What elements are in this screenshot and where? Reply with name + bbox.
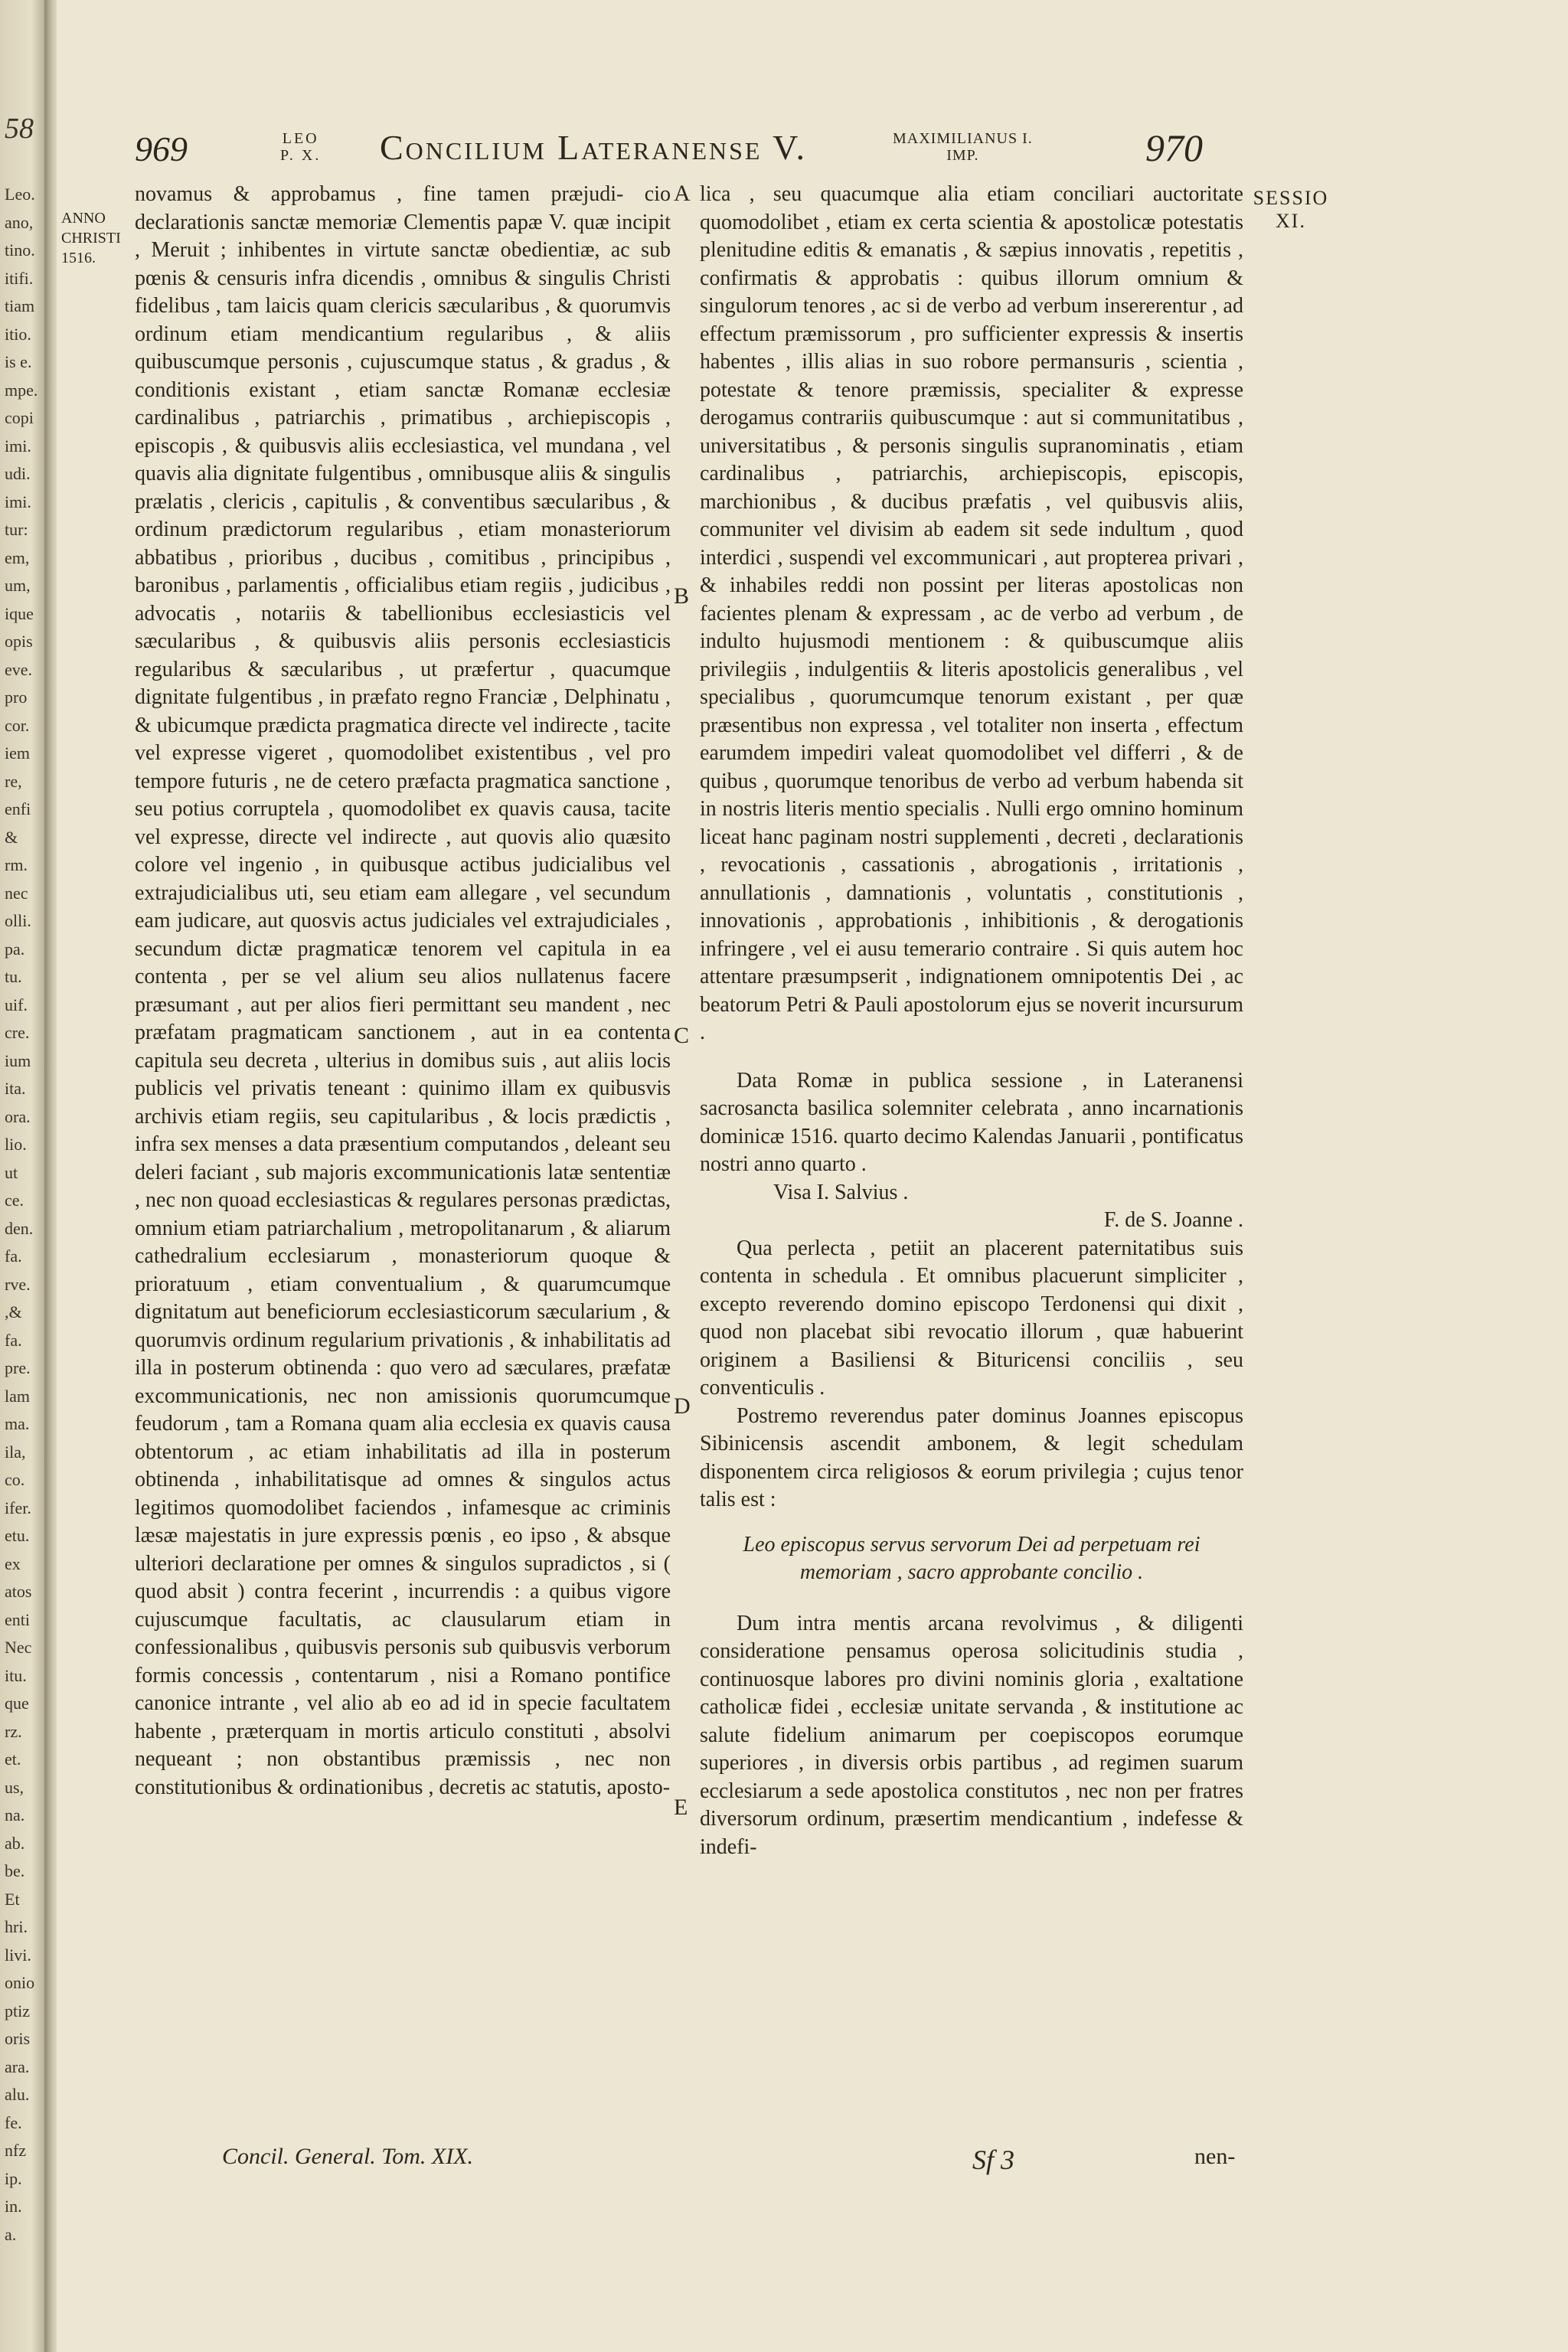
facing-page-fragment: fe. bbox=[5, 2112, 22, 2132]
facing-page-fragment: ita. bbox=[5, 1079, 26, 1098]
facing-page-fragment: tu. bbox=[5, 967, 22, 986]
facing-page-fragment: tiam bbox=[5, 296, 35, 315]
facing-page-fragment: hri. bbox=[5, 1917, 28, 1936]
facing-page-fragment: ano, bbox=[5, 212, 34, 232]
facing-page-fragment: iem bbox=[5, 743, 30, 763]
facing-page-fragment: fa. bbox=[5, 1246, 22, 1266]
pope-name-line1: LEO bbox=[282, 130, 319, 147]
pope-name-line2: P. X. bbox=[280, 147, 322, 164]
emperor-name-line1: MAXIMILIANUS I. bbox=[893, 130, 1033, 147]
right-para-bull: Dum intra mentis arcana revolvimus , & diligenti consideratione pensamus operosa solicitudinis studia , continuosque labores pro divini nominis gloria , exaltatione catholicæ fidei , ecclesiæ unitate servanda , & institutione ac salute fidelium animarum per coepiscopos eorumque superiores , in diversis orbis partibus , ad regimen suarum ecclesiarum a sede apostolica constitutos , nec non per fratres diversorum ordinum, præsertim mendicantium , indefesse & indefi- bbox=[700, 1611, 1243, 1859]
facing-page-fragment: a. bbox=[5, 2224, 17, 2244]
facing-page-fragment: um, bbox=[5, 576, 31, 595]
facing-page-fragment: fa. bbox=[5, 1330, 22, 1350]
footer-volume: Concil. General. Tom. XIX. bbox=[222, 2144, 474, 2169]
facing-page-fragment: & bbox=[5, 827, 18, 847]
facing-page-fragment: tur: bbox=[5, 520, 28, 539]
facing-page-fragment: ique bbox=[5, 603, 34, 623]
facing-page-fragment: et. bbox=[5, 1749, 21, 1769]
signature-mark: Sf 3 bbox=[972, 2145, 1015, 2175]
facing-page-fragment: cor. bbox=[5, 715, 30, 735]
left-column-text: novamus & approbamus , fine tamen præjudi- cio declarationis sanctæ memoriæ Clementis papæ V. quæ incipit , Meruit ; inhibentes in virtute sanctæ obedientiæ, ac sub pœnis & censuris infra dicendis , omnibus & singulis Christi fidelibus , tam laicis quam clericis sæcularibus , & quorumvis ordinum etiam mendicantium regularibus , & aliis quibuscumque personis , cujuscumque status , & gradus , & conditionis existant , etiam sanctæ Romanæ ecclesiæ cardinalibus , patriarchis , primatibus , archiepiscopis , episcopis , & quibusvis aliis ecclesiastica, vel mundana , vel quavis alia dignitate fulgentibus , omnibusque aliis & singulis prælatis , clericis , capitulis , & conventibus sæcularibus , & ordinum prædictorum regularibus , etiam monasteriorum abbatibus , prioribus , ducibus , comitibus , principibus , baronibus , parlamentis , officialibus etiam regiis , judicibus , advocatis , notariis & tabellionibus ecclesiasticis vel sæcularibus , & quibusvis aliis personis ecclesiasticis regularibus & sæcularibus , ut præfertur , quacumque dignitate fulgentibus , in præfato regno Franciæ , Delphinatu , & ubicumque prædicta pragmatica directe vel indirecte , tacite vel expresse vigeret , quomodolibet existentibus , vel pro tempore futuris , ne de cetero præfacta pragmatica sanctione , seu potius corruptela , quomodolibet ex quavis causa, tacite vel expresse, directe vel indirecte , aut quovis alio quæsito colore vel ingenio , in quibusque actibus judicialibus vel extrajudicialibus uti, seu etiam eam allegare , vel secundum eam judicare, aut quosvis actus judiciales vel extrajudiciales , secundum dictæ pragmaticæ tenorem vel capitula in ea contenta , per se vel alium seu alios nullatenus facere præsumant , aut per alios fieri permittant seu mandent , nec præfatam pragmaticam sanctionem , aut in ea contenta capitula seu decreta , ulterius in domibus suis , aut aliis locis publicis vel privatis teneant : quinimo illam ex quibusvis archivis etiam regiis, seu capitularibus , & locis prædictis , infra sex menses a data præsentium computandos , deleant seu deleri faciant , sub majoris excommunicationis latæ sententiæ , nec non quoad ecclesiasticas & regulares personas prædictas, omnium etiam patriarchalium , metropolitanarum , & aliarum cathedralium ecclesiarum , monasteriorum quoque & prioratuum , etiam conventualium , & quarumcumque dignitatum aut beneficiorum ecclesiasticorum sæcularium , & quorumvis ordinum regularium privationis , & inhabilitatis ad illa in posterum obtinenda : quo vero ad sæculares, præfatæ excommunicationis, nec non amissionis quorumcumque feudorum , tam a Romana quam alia ecclesia ex quavis causa obtentorum , ac etiam inhabilitatis ad illa in posterum obtinenda , inhabilitatisque ad omnes & singulos actus legitimos quomodolibet faciendos , infamesque ac criminis læsæ majestatis in jure expressis pœnis , eo ipso , & absque ulteriori declaratione per omnes & singulos supradictos , si ( quod absit ) contra fecerint , incurrendis : a quibus vigore cujuscumque facultatis, ac clausularum etiam in confessionalibus , quibusvis personis sub quibusvis verborum formis concessis , contentarum , nisi a Romano pontifice canonice intrante , vel alio ab eo ad id in specie facultatem habente , præterquam in mortis articulo constituti , absolvi nequeant ; non obstantibus præmissis , nec non constitutionibus & ordinationibus , decretis ac statutis, aposto- bbox=[135, 182, 671, 1799]
right-para-reading: Qua perlecta , petiit an placerent paternitatibus suis contenta in schedula . Et omnibus placuerunt simpliciter , excepto reverendo domino episcopo Terdonensi qui dixit , quod non placebat sibi revocatio illorum , quæ habuerint originem a Basiliensi & Bituricensi conciliis , seu conventiculis . bbox=[700, 1236, 1243, 1400]
session-note-line2: XI. bbox=[1276, 210, 1306, 232]
facing-page-fragment: olli. bbox=[5, 911, 31, 930]
year-note-line2: CHRISTI bbox=[61, 230, 121, 247]
section-marker-a: A bbox=[674, 181, 691, 206]
section-marker-e: E bbox=[674, 1795, 688, 1820]
section-marker-c: C bbox=[674, 1023, 690, 1048]
facing-page-fragment: ex bbox=[5, 1553, 21, 1573]
facing-page-fragment: lam bbox=[5, 1386, 30, 1406]
right-para-continuation: lica , seu quacumque alia etiam conciliari auctoritate quomodolibet , etiam ex certa scientia & apostolicæ potestatis plenitudine editis & emanatis , & sæpius innovatis , repetitis , confirmatis & approbatis : quibus illorum omnium & singulorum tenores , ac si de verbo ad verbum insererentur , ad effectum præmissorum , pro sufficienter expressis & insertis habentes , illis alias in suo robore permansuris , scientia , potestate & tenore præmissis, specialiter & expresse derogamus contrariis quibuscumque : aut si communitatibus , universitatibus , & personis singulis supranominatis , etiam cardinalibus , patriarchis, archiepiscopis, episcopis, marchionibus , & ducibus præfatis , vel quibusvis aliis, communiter vel divisim ab eadem sit sede indultum , quod interdici , suspendi vel excommunicari , aut propterea privari , & inhabiles reddi non possint per literas apostolicas non facientes plenam & expressam , ac de verbo ad verbum , de indulto hujusmodi mentionem : & quibuscumque aliis privilegiis , indulgentiis & literis apostolicis generalibus , vel specialibus , quorumcumque tenorum existant , per quæ præsentibus non expressa , vel totaliter non inserta , effectum earumdem impediri valeat quomodolibet vel differri , & de quibus , quorumque tenoribus de verbo ad verbum habenda sit in nostris literis mentio specialis . Nulli ergo omnino hominum liceat hanc paginam nostri supplementi , decreti , declarationis , revocationis , cassationis , abrogationis , irritationis , annullationis , damnationis , voluntatis , constitutionis , innovationis , approbationis , inhibitionis , & derogationis infringere , vel ei ausu temerario contraire . Si quis autem hoc attentare præsumpserit , indignationem omnipotentis Dei , ac beatorum Petri & Pauli apostolorum ejus se noverit incursurum . bbox=[700, 182, 1243, 1044]
left-column bbox=[135, 181, 671, 1802]
facing-page-fragment: atos bbox=[5, 1582, 32, 1601]
facing-page-fragment: pa. bbox=[5, 939, 25, 959]
facing-page-fragment: itu. bbox=[5, 1665, 27, 1685]
facing-page-fragment: alu. bbox=[5, 2085, 30, 2104]
emperor-name bbox=[893, 130, 1033, 164]
facing-page-fragment: Leo. bbox=[5, 185, 35, 204]
running-header bbox=[74, 122, 1203, 176]
visa-line: Visa I. Salvius . bbox=[773, 1180, 909, 1204]
facing-page-fragment: enti bbox=[5, 1609, 30, 1629]
facing-page-fragment: itio. bbox=[5, 324, 31, 344]
facing-page-fragment: itifi. bbox=[5, 268, 34, 288]
facing-page-fragment: ora. bbox=[5, 1106, 31, 1126]
facing-page-fragment: ma. bbox=[5, 1414, 30, 1433]
bull-heading: Leo episcopus servus servorum Dei ad perpetuam rei memoriam , sacro approbante concilio . bbox=[743, 1532, 1200, 1584]
pope-name bbox=[280, 130, 321, 164]
facing-page-fragment: Nec bbox=[5, 1638, 32, 1657]
page-title: Concilium Lateranense V. bbox=[380, 128, 807, 167]
right-para-dating: Data Romæ in publica sessione , in Lateranensi sacrosancta basilica solemniter celebrata , anno incarnationis dominicæ 1516. quarto decimo Kalendas Januarii , pontificatus nostri anno quarto . bbox=[700, 1068, 1243, 1176]
facing-page-fragment: ip. bbox=[5, 2168, 22, 2188]
facing-page-fragment: ara. bbox=[5, 2056, 30, 2076]
facing-page-fragment: ab. bbox=[5, 1833, 25, 1853]
facing-page-fragment: copi bbox=[5, 408, 34, 427]
facing-page-fragment: etu. bbox=[5, 1526, 30, 1545]
page-number-right: 970 bbox=[1145, 126, 1203, 169]
facing-page-fragment: enfi bbox=[5, 799, 31, 818]
facing-page-fragment: na. bbox=[5, 1805, 25, 1824]
facing-page-fragment: be. bbox=[5, 1861, 25, 1880]
facing-page-fragment: pre. bbox=[5, 1358, 31, 1377]
facing-page-fragment: ium bbox=[5, 1050, 31, 1070]
right-column bbox=[700, 181, 1243, 1861]
facing-page-fragment: ptiz bbox=[5, 2001, 30, 2020]
catchword: nen- bbox=[1194, 2144, 1236, 2169]
section-marker-b: B bbox=[674, 583, 690, 609]
facing-page-fragment: ,& bbox=[5, 1302, 22, 1321]
facing-page-fragment: cre. bbox=[5, 1023, 30, 1042]
facing-page-edge bbox=[0, 0, 44, 2352]
facing-page-fragment: onio bbox=[5, 1973, 35, 1992]
facing-page-fragment: eve. bbox=[5, 659, 33, 679]
facing-page-fragment: rz. bbox=[5, 1721, 22, 1741]
facing-page-fragment: co. bbox=[5, 1470, 25, 1489]
facing-page-fragment: que bbox=[5, 1694, 29, 1713]
right-para-ambonem: Postremo reverendus pater dominus Joannes episcopus Sibinicensis ascendit ambonem, & legit schedulam disponentem circa religiosos & eorum privilegia ; cujus tenor talis est : bbox=[700, 1403, 1243, 1511]
year-note-line3: 1516. bbox=[61, 250, 96, 266]
facing-page-fragment: re, bbox=[5, 771, 22, 791]
facing-page-fragment: uif. bbox=[5, 995, 28, 1014]
facing-page-fragment: rve. bbox=[5, 1274, 31, 1294]
facing-page-fragment: imi. bbox=[5, 436, 31, 456]
facing-page-fragment: imi. bbox=[5, 492, 31, 511]
session-margin-note bbox=[1253, 187, 1329, 233]
facing-page-fragment: lio. bbox=[5, 1135, 27, 1154]
year-margin-note bbox=[61, 208, 121, 268]
facing-page-fragment: udi. bbox=[5, 464, 31, 483]
signature-line: F. de S. Joanne . bbox=[1103, 1208, 1243, 1232]
facing-page-fragment: ila, bbox=[5, 1442, 26, 1462]
book-spine bbox=[44, 0, 57, 2352]
facing-page-fragment: mpe. bbox=[5, 380, 38, 400]
facing-page-fragment: tino. bbox=[5, 240, 35, 260]
facing-page-fragment: us, bbox=[5, 1777, 24, 1797]
facing-page-fragment: nfz bbox=[5, 2141, 27, 2160]
facing-page-fragment: ce. bbox=[5, 1191, 24, 1210]
facing-page-fragment: nec bbox=[5, 883, 28, 903]
emperor-name-line2: IMP. bbox=[946, 147, 979, 164]
facing-page-fragment: 58 bbox=[5, 113, 34, 145]
page-number-left: 969 bbox=[135, 129, 188, 168]
facing-page-fragment: in. bbox=[5, 2197, 22, 2216]
facing-page-fragment: livi. bbox=[5, 1945, 31, 1965]
section-marker-d: D bbox=[674, 1393, 691, 1419]
facing-page-fragment: em, bbox=[5, 547, 30, 567]
facing-page-fragment: Et bbox=[5, 1889, 20, 1909]
facing-page-fragment: ifer. bbox=[5, 1498, 31, 1517]
facing-page-fragment: pro bbox=[5, 688, 28, 707]
facing-page-fragment: oris bbox=[5, 2029, 30, 2048]
facing-page-fragment: den. bbox=[5, 1218, 34, 1238]
facing-page-fragment: opis bbox=[5, 632, 33, 651]
facing-page-fragment: is e. bbox=[5, 352, 32, 371]
facing-page-fragment: ut bbox=[5, 1162, 18, 1182]
facing-page-fragment: rm. bbox=[5, 855, 28, 874]
session-note-line1: SESSIO bbox=[1253, 187, 1329, 209]
year-note-line1: ANNO bbox=[61, 210, 106, 227]
